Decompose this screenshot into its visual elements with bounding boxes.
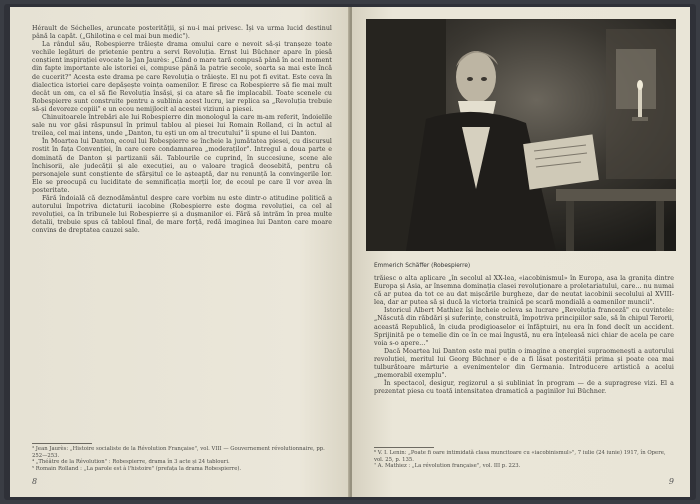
footnote-divider [374,447,434,448]
paragraph: În Moartea lui Danton, ecoul lui Robespierre se încheie la jumătatea piesei, cu discursul rostit în fața Convenției, în care cere condamnarea „moderaților". Intregul a doua parte e dominată de Danton și partizanii săi. Tablourile ce cuprind, în succesiune, scene ale închisorii, ale judecății și ale execuției, au o valoare tragică deosebită, pentru că personajele sunt conștiente de sfârșitul ce le așteaptă, dar nu renunță la convingerile lor. Ele se preocupă cu luciditate de semnificația morții lor, de ecoul pe care îl vor avea în posteritate. [32,138,332,194]
left-body-text [32,25,332,235]
photo-caption: Emmerich Schäffer (Robespierre) [374,263,471,269]
right-page [352,7,690,497]
footnote-divider [32,443,92,444]
footnote: ³ Jean Jaurès: „Histoire socialiste de la Révolution Française", vol. VIII — Gouvernement révolutionnaire, pp. 252—253. [32,446,325,459]
footnote: ⁶ V. I. Lenin: „Poate fi oare intimidată clasa muncitoare cu «iacobinismul»", 7 iulie (24 iunie) 1917, în Opere, vol. 25, p. 135. [374,450,666,463]
paragraph: Chinuitoarele întrebări ale lui Robespierre din monologul la care m-am referit, îndoielile sale nu vor găsi răspunsul în primul tablou al piesei lui Romain Rolland, ci în actul al treilea, cel mai intens, unde „Danton, tu ești un om al trecutului" îi spune el lui Danton. [32,114,332,138]
left-page [10,7,350,497]
right-body-text [374,275,674,396]
footnote: ⁴ „Théâtre de la Révolution" : Robespierre, drama în 3 acte și 24 tablouri. [32,459,230,466]
stage-photo [366,19,676,251]
paragraph: Hérault de Séchelles, aruncate posterității, și nu-i mai privesc. Își va urma lucid destinul până la capăt. („Ghilotina e cel mai bun medic"). [32,25,332,41]
paragraph: În spectacol, desigur, regizorul a și subliniat în program — de a supragrese vizi. El a prezentat piesa cu toată intensitatea dramatică a paginilor lui Büchner. [374,380,674,396]
paragraph: trăiesc o alta aplicare „în secolul al XX-lea, «iacobinismul» în Europa, asa la granița dintre Europa și Asia, ar însemna dominația clasei revoluționare a proletariatului, care... nu numai că ar putea da tot ce au dat mișcările burgheze, dar de neutat iacobinii secolului al XVIII-lea, dar ar putea să și ducă la victoria trainică pe scară mondială a oamenilor muncii". [374,275,674,307]
page-number: 9 [668,477,674,486]
left-footnotes [32,443,332,472]
paragraph: Dacă Moartea lui Danton este mai puțin o imagine a energiei supraomenești a autorului revoluției, meritul lui Georg Büchner e de a fi lăsat posterității prima și poate cea mai tulburătoare mărturie a evenimentelor din Germania. Introducere artistică a acelui „memorabil exemplu". [374,347,674,380]
paragraph: Istoricul Albert Mathiez își încheie ocleva sa lucrare „Revoluția franceză" cu cuvintele: „Născută din răbdări și suferințe, construită, împotriva principiilor sale, să în chipul Terorii, această Republică, în ciuda prodigioaselor ei înfăptuiri, nu era în fond decît un accident. Sprijinită pe o temelie din ce în ce mai îngustă, nu era înțeleasă nici chiar de acela pe care voia s-o apere..." [374,307,674,347]
paragraph: Fără îndoială că deznodământul despre care vorbim nu este dintr-o atitudine politică a autorului împotriva dictaturii iacobine (Robespierre este dogma revoluției, ca cel al revoluției, ca în tribunele lui Robespierre și a dușmanilor ei. Fără să intrăm în prea multe detalii, trebuie spus că tabloul final, de mare forță, redă imaginea lui Danton care moare convins de dreptatea cauzei sale. [32,194,332,235]
footnote: ⁵ Romain Rolland : „La parole est à l'histoire" (prefața la drama Robespierre). [32,465,242,472]
paragraph: La rândul său, Robespierre trăiește drama omului care e nevoit să-și tranșeze toate vechile legături de prietenie pentru a servi Revoluția. Ernst lui Büchner apare în piesă conștient inspirației evocatе la Jan Jaurès: „Când o mare tară compusă până în acel moment din fapte importante ale istoriei ei, compuse până la patrie secole, soarta sa mai este încă de cucerit?" Acesta este drama pe care Revoluția o trăiește. El nu pot fi evitat. Este ceva în dialectica istoriei care depășește voința oamenilor. E firesc ca Robespierre să fie mai mult decât un om, ca el să fie Revoluția însăși, și ca atare să fie implacabil. Toate scenele cu Robespierre sunt construite pentru a sublinia acest lucru, iar replica sa „Revoluția trebuie să-și devoreze copiii" e un ecou nemijlocit al acestei viziuni a piesei. [32,41,332,113]
book-spread [4,4,696,500]
page-number: 8 [32,477,38,486]
right-footnotes [374,447,674,470]
footnote: ⁷ A. Mathiez : „La révolution française", vol. III p. 223. [374,463,521,470]
